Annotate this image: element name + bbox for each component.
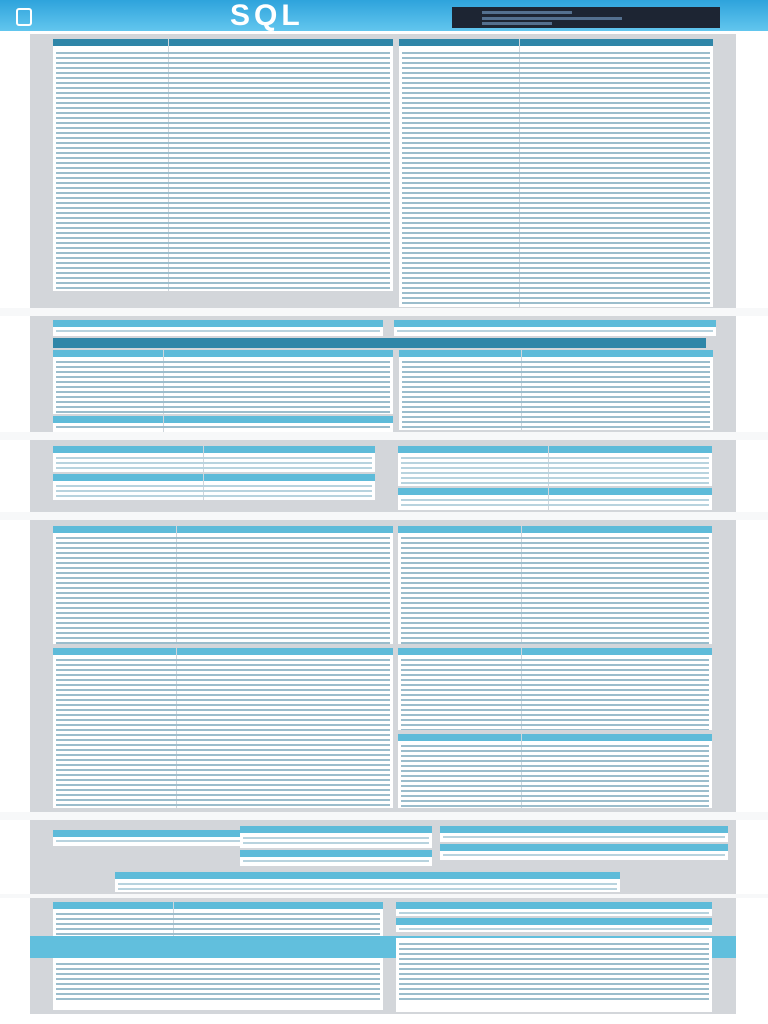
create-view-box xyxy=(396,902,712,916)
operators-section xyxy=(30,440,736,512)
header-banner xyxy=(0,0,768,31)
functions-section xyxy=(30,520,736,812)
joins-table-left xyxy=(53,958,383,1010)
table-header xyxy=(53,648,393,655)
keys-table-top xyxy=(240,826,432,848)
key-example-box-1 xyxy=(440,826,728,842)
table-header xyxy=(398,488,712,495)
table-header xyxy=(53,474,375,481)
keywords-table-left xyxy=(53,39,393,291)
views-joins-section xyxy=(30,898,736,1014)
table-header xyxy=(53,320,383,327)
table-header xyxy=(399,350,713,357)
data-types-table-right xyxy=(399,350,713,430)
table-header xyxy=(440,826,728,833)
date-types-table xyxy=(53,416,393,432)
keys-section xyxy=(30,820,736,894)
table-header xyxy=(53,416,393,423)
bitwise-operators-table xyxy=(53,474,375,500)
table-header xyxy=(53,338,706,348)
key-example-box-2 xyxy=(440,844,728,860)
aggregate-functions-table xyxy=(398,648,712,730)
table-header xyxy=(396,918,712,925)
key-example-box-3 xyxy=(115,872,620,892)
table-header xyxy=(53,446,375,453)
compound-operators-table xyxy=(398,488,712,510)
data-types-banner xyxy=(53,338,706,348)
comments-box-left xyxy=(53,320,383,336)
table-header xyxy=(53,902,383,909)
date-functions-table xyxy=(53,648,393,808)
table-header xyxy=(398,526,712,533)
advanced-functions-table xyxy=(398,734,712,808)
table-header xyxy=(398,734,712,741)
comments-box-right xyxy=(394,320,716,336)
table-header xyxy=(398,446,712,453)
table-header xyxy=(398,648,712,655)
arithmetic-operators-table xyxy=(53,446,375,472)
table-header xyxy=(115,872,620,879)
keys-table-bottom xyxy=(240,850,432,866)
table-header xyxy=(53,526,393,533)
table-header xyxy=(399,39,713,46)
update-view-box xyxy=(396,918,712,932)
keywords-table-right xyxy=(399,39,713,307)
table-rows xyxy=(402,49,710,304)
keywords-section xyxy=(30,34,736,308)
table-header xyxy=(240,850,432,857)
code-snippet-image xyxy=(452,7,720,28)
table-header xyxy=(240,826,432,833)
data-types-table-left xyxy=(53,350,393,414)
table-header xyxy=(440,844,728,851)
comparison-operators-table xyxy=(398,446,712,486)
table-header xyxy=(396,902,712,909)
joins-table-right xyxy=(396,938,712,1012)
primary-key-box xyxy=(53,830,253,846)
table-header xyxy=(394,320,716,327)
views-table xyxy=(53,902,383,936)
table-header xyxy=(53,830,253,837)
database-icon xyxy=(16,8,32,26)
table-header xyxy=(53,350,393,357)
table-rows xyxy=(56,49,390,289)
string-functions-table xyxy=(53,526,393,644)
numeric-functions-table xyxy=(398,526,712,644)
page-title: SQL xyxy=(230,0,304,31)
comments-datatypes-section xyxy=(30,316,736,432)
table-header xyxy=(53,39,393,46)
